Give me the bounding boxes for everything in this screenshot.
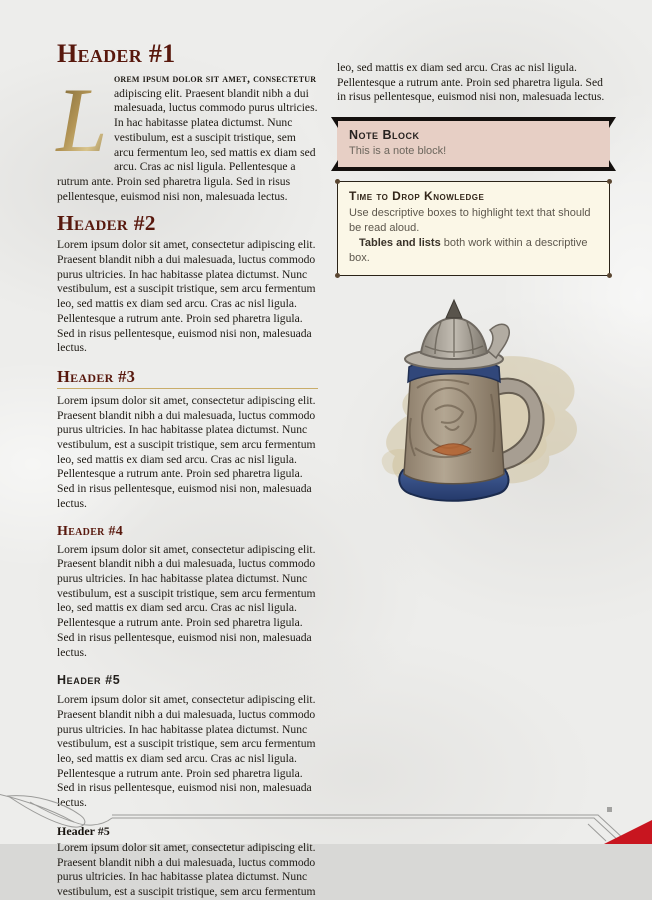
- heading-1: Header #1: [57, 39, 176, 68]
- note-corner-wing: [331, 117, 338, 128]
- lid-finial: [446, 300, 462, 318]
- paragraph-lead-smallcaps: orem ipsum dolor sit amet, consectetur: [114, 73, 317, 85]
- note-body: This is a note block!: [349, 145, 447, 158]
- lid-thumb-lever: [488, 324, 509, 358]
- descriptive-box-line1: Use descriptive boxes to highlight text that should be read aloud.: [349, 207, 591, 235]
- beer-stein-illustration: [349, 298, 599, 510]
- note-corner-wing: [609, 117, 616, 128]
- footer-red-triangle: [604, 820, 652, 844]
- right-column: [337, 40, 610, 900]
- heading-6: Header #5: [57, 823, 110, 838]
- corner-dot: [335, 273, 340, 278]
- corner-dot: [607, 273, 612, 278]
- descriptive-box-title: Time to Drop Knowledge: [349, 189, 485, 204]
- footer-ornament-left: [0, 794, 112, 825]
- paragraph-2: Lorem ipsum dolor sit amet, consectetur adipiscing elit. Praesent blandit nibh a dui malesuada, luctus commodo purus ultricies. In hac habitasse platea dictumst. Nunc vestibulum, est a suscipit tristique, sem arcu fermentum leo, sed mattis ex diam sed arcu. Cras ac nisl ligula. Pellentesque a rutrum ante. Proin sed pharetra ligula. Sed in risus pellentesque, euismod nisi non, malesuada lectus.: [57, 238, 316, 355]
- paragraph-text: adipiscing elit. Praesent blandit nibh a dui malesuada, luctus commodo purus ultricies. In hac habitasse platea dictumst. Nunc vestibulum, est a suscipit tristique, sem arcu fermentum leo, sed mattis ex diam sed arcu. Cras ac nisl ligula. Pellentesque a rutrum ante. Proin sed pharetra ligula. Sed in risus pellentesque, euismod nisi non, malesuada lectus.: [57, 86, 318, 203]
- paragraph-3: Lorem ipsum dolor sit amet, consectetur adipiscing elit. Praesent blandit nibh a dui malesuada, luctus commodo purus ultricies. In hac habitasse platea dictumst. Nunc vestibulum, est a suscipit tristique, sem arcu fermentum leo, sed mattis ex diam sed arcu. Cras ac nisl ligula. Pellentesque a rutrum ante. Proin sed pharetra ligula. Sed in risus pellentesque, euismod nisi non, malesuada lectus.: [57, 393, 316, 510]
- drop-cap-letter: L: [56, 69, 108, 171]
- note-corner-wing: [609, 160, 616, 171]
- paragraph-continued: leo, sed mattis ex diam sed arcu. Cras ac nisl ligula. Pellentesque a rutrum ante. Proin sed pharetra ligula. Sed in risus pellentesque, euismod nisi non, malesuada lectus.: [337, 61, 605, 104]
- corner-dot: [335, 179, 340, 184]
- descriptive-box: [337, 181, 610, 276]
- footer-decoration: [0, 792, 652, 844]
- paragraph-4: Lorem ipsum dolor sit amet, consectetur adipiscing elit. Praesent blandit nibh a dui malesuada, luctus commodo purus ultricies. In hac habitasse platea dictumst. Nunc vestibulum, est a suscipit tristique, sem arcu fermentum leo, sed mattis ex diam sed arcu. Cras ac nisl ligula. Pellentesque a rutrum ante. Proin sed pharetra ligula. Sed in risus pellentesque, euismod nisi non, malesuada lectus.: [57, 542, 316, 659]
- note-corner-wing: [331, 160, 338, 171]
- heading-4: Header #4: [57, 523, 124, 539]
- descriptive-box-line2-rest: both work within a descriptive box.: [349, 237, 588, 265]
- footer-square-dot: [607, 807, 612, 812]
- paragraph-6: Lorem ipsum dolor sit amet, consectetur adipiscing elit. Praesent blandit nibh a dui malesuada, luctus commodo purus ultricies. In hac habitasse platea dictumst. Nunc vestibulum, est a suscipit tristique, sem arcu fermentum: [57, 840, 316, 898]
- heading-3: Header #3: [57, 367, 318, 389]
- footer-rule: [112, 815, 625, 840]
- paragraph-5: Lorem ipsum dolor sit amet, consectetur adipiscing elit. Praesent blandit nibh a dui malesuada, luctus commodo purus ultricies. In hac habitasse platea dictumst. Nunc vestibulum, est a suscipit tristique, sem arcu fermentum leo, sed mattis ex diam sed arcu. Cras ac nisl ligula. Pellentesque a rutrum ante. Proin sed pharetra ligula. Sed in risus pellentesque, euismod nisi non, malesuada lectus.: [57, 693, 316, 810]
- drop-cap: [56, 69, 108, 172]
- heading-5: Header #5: [57, 673, 121, 688]
- left-column: [57, 40, 318, 900]
- content-columns: [57, 40, 610, 900]
- note-title: Note Block: [349, 128, 420, 143]
- descriptive-box-line2: [349, 236, 598, 266]
- corner-dot: [607, 179, 612, 184]
- heading-2: Header #2: [57, 211, 156, 236]
- note-block: [337, 117, 610, 171]
- descriptive-box-line2-bold: Tables and lists: [359, 237, 441, 250]
- paragraph-1: [56, 69, 318, 204]
